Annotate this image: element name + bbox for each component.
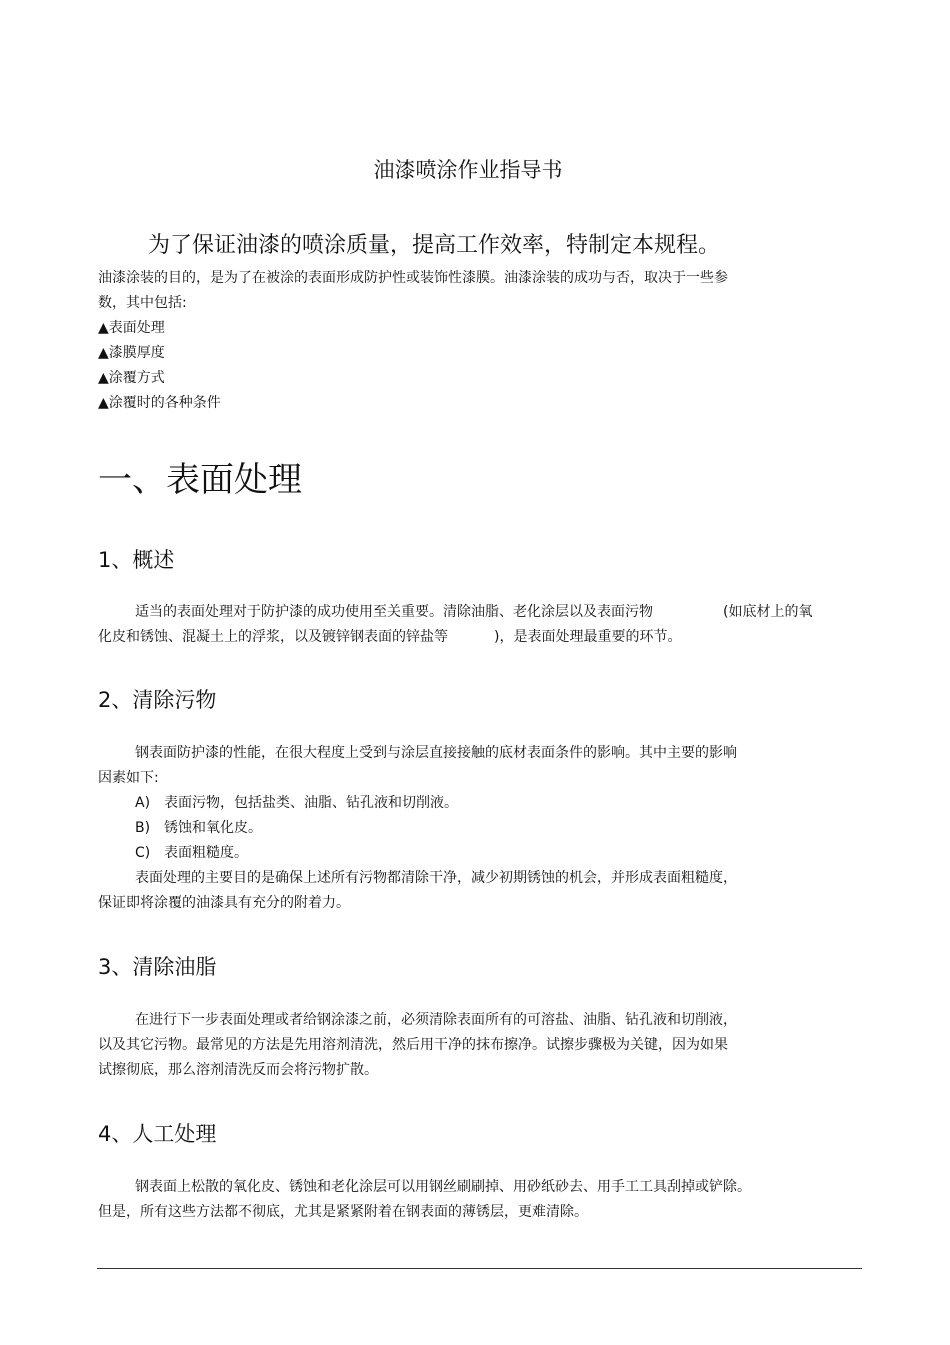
list-item — [98, 791, 737, 816]
list-item-label: C) — [135, 845, 151, 861]
overview-paragraph — [98, 600, 812, 650]
list-item-label: A) — [135, 795, 151, 811]
paragraph-line: 试擦彻底，那么溶剂清洗反而会将污物扩散。 — [98, 1062, 378, 1078]
intro-paragraph — [98, 266, 728, 416]
list-item-text: 锈蚀和氧化皮。 — [164, 820, 262, 836]
section-heading-overview: 1、概述 — [98, 548, 175, 572]
paragraph-line: 化皮和锈蚀、混凝土上的浮浆，以及镀锌钢表面的锌盐等 )，是表面处理最重要的环节。 — [98, 629, 682, 645]
intro-line: 数，其中包括: — [98, 295, 187, 311]
paragraph-line: 表面处理的主要目的是确保上述所有污物都清除干净，减少初期锈蚀的机会，并形成表面粗糙度， — [135, 870, 737, 886]
list-item — [98, 816, 737, 841]
manual-paragraph — [98, 1175, 751, 1225]
list-item-label: B) — [135, 820, 151, 836]
bullet-item: ▲漆膜厚度 — [98, 345, 165, 361]
bullet-item: ▲表面处理 — [98, 320, 165, 336]
paragraph-line: 但是，所有这些方法都不彻底，尤其是紧紧附着在钢表面的薄锈层，更难清除。 — [98, 1204, 588, 1220]
paragraph-line: 以及其它污物。最常见的方法是先用溶剂清洗，然后用干净的抹布擦净。试擦步骤极为关键，因为如果 — [98, 1037, 728, 1053]
list-item-text: 表面污物，包括盐类、油脂、钻孔液和切削液。 — [164, 795, 458, 811]
bullet-item: ▲涂覆时的各种条件 — [98, 395, 221, 411]
paragraph-line: 因素如下: — [98, 770, 159, 786]
intro-line: 油漆涂装的目的，是为了在被涂的表面形成防护性或装饰性漆膜。油漆涂装的成功与否，取决于一些参 — [98, 270, 728, 286]
section-heading-manual: 4、人工处理 — [98, 1122, 217, 1146]
chapter-heading: 一、表面处理 — [98, 460, 302, 500]
section-heading-degrease: 3、清除油脂 — [98, 955, 217, 979]
degrease-paragraph — [98, 1008, 737, 1083]
list-item-text: 表面粗糙度。 — [164, 845, 248, 861]
paragraph-line: 钢表面防护漆的性能，在很大程度上受到与涂层直接接触的底材表面条件的影响。其中主要的影响 — [135, 745, 737, 761]
section-heading-remove-dirt: 2、清除污物 — [98, 688, 217, 712]
lead-sentence: 为了保证油漆的喷涂质量，提高工作效率，特制定本规程。 — [148, 233, 721, 258]
paragraph-line: 钢表面上松散的氧化皮、锈蚀和老化涂层可以用钢丝刷刷掉、用砂纸砂去、用手工工具刮掉或铲除。 — [135, 1179, 751, 1195]
remove-dirt-paragraph — [98, 741, 737, 916]
paragraph-line: 在进行下一步表面处理或者给钢涂漆之前，必须清除表面所有的可溶盐、油脂、钻孔液和切削液， — [135, 1012, 737, 1028]
paragraph-line: 适当的表面处理对于防护漆的成功使用至关重要。清除油脂、老化涂层以及表面污物 (如底材上的氧 — [135, 604, 813, 620]
paragraph-line: 保证即将涂覆的油漆具有充分的附着力。 — [98, 895, 350, 911]
bullet-item: ▲涂覆方式 — [98, 370, 165, 386]
list-item — [98, 841, 737, 866]
document-title: 油漆喷涂作业指导书 — [373, 158, 563, 182]
footer-rule — [97, 1268, 862, 1269]
